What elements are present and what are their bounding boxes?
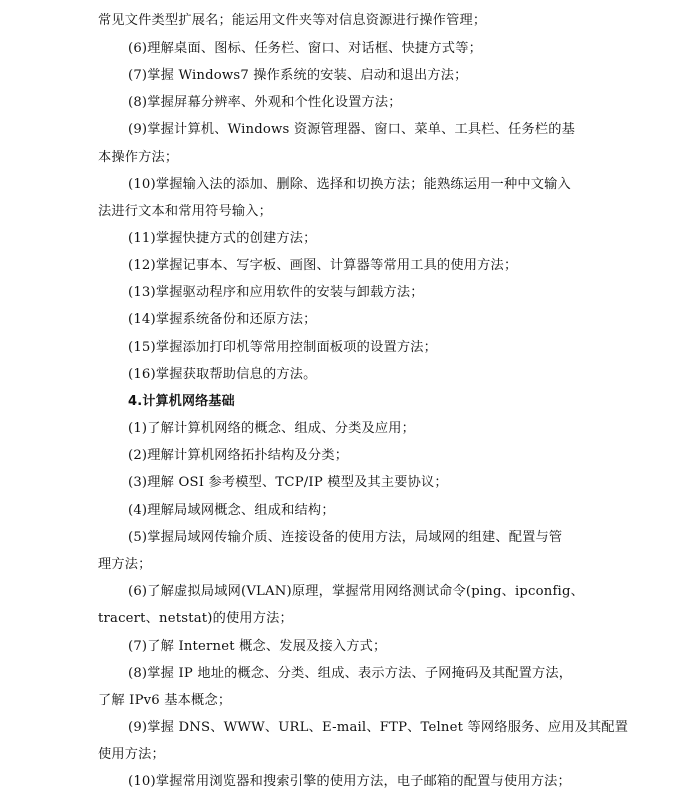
list-item-net-8: (8)掌握 IP 地址的概念、分类、组成、表示方法、子网掩码及其配置方法， (128, 666, 573, 681)
list-item-net-5: (5)掌握局域网传输介质、连接设备的使用方法，局域网的组建、配置与管 (128, 530, 563, 545)
list-item-os-12: (12)掌握记事本、写字板、画图、计算器等常用工具的使用方法； (128, 258, 518, 273)
list-item-os-9: (9)掌握计算机、Windows 资源管理器、窗口、菜单、工具栏、任务栏的基 (128, 122, 576, 137)
list-item-os-8: (8)掌握屏幕分辨率、外观和个性化设置方法； (128, 95, 402, 110)
list-item-net-10: (10)掌握常用浏览器和搜索引擎的使用方法，电子邮箱的配置与使用方法； (128, 774, 571, 789)
list-item-os-6: (6)理解桌面、图标、任务栏、窗口、对话框、快捷方式等； (128, 41, 482, 56)
list-item-net-6: (6)了解虚拟局域网(VLAN)原理，掌握常用网络测试命令(ping、ipconfig、 (128, 584, 584, 599)
list-item-net-6-cont: tracert、netstat)的使用方法； (98, 611, 293, 626)
list-item-os-15: (15)掌握添加打印机等常用控制面板项的设置方法； (128, 340, 438, 355)
list-item-net-8-cont: 了解 IPv6 基本概念； (98, 693, 232, 708)
list-item-os-10-cont: 法进行文本和常用符号输入； (98, 204, 273, 219)
list-item-net-1: (1)了解计算机网络的概念、组成、分类及应用； (128, 421, 416, 436)
list-item-net-9: (9)掌握 DNS、WWW、URL、E-mail、FTP、Telnet 等网络服务、应用及其配置 (128, 720, 629, 735)
list-item-os-9-cont: 本操作方法； (98, 150, 179, 165)
list-item-net-3: (3)理解 OSI 参考模型、TCP/IP 模型及其主要协议； (128, 475, 448, 490)
list-item-os-10: (10)掌握输入法的添加、删除、选择和切换方法；能熟练运用一种中文输入 (128, 177, 571, 192)
list-item-os-13: (13)掌握驱动程序和应用软件的安装与卸载方法； (128, 285, 424, 300)
list-item-os-7: (7)掌握 Windows7 操作系统的安装、启动和退出方法； (128, 68, 468, 83)
list-item-net-7: (7)了解 Internet 概念、发展及接入方式； (128, 639, 387, 654)
text-line-continuation: 常见文件类型扩展名；能运用文件夹等对信息资源进行操作管理； (98, 13, 487, 28)
list-item-os-16: (16)掌握获取帮助信息的方法。 (128, 367, 317, 382)
list-item-net-9-cont: 使用方法； (98, 747, 165, 762)
list-item-net-4: (4)理解局域网概念、组成和结构； (128, 503, 335, 518)
section-heading-network: 4.计算机网络基础 (128, 394, 235, 409)
list-item-os-11: (11)掌握快捷方式的创建方法； (128, 231, 317, 246)
list-item-net-2: (2)理解计算机网络拓扑结构及分类； (128, 448, 349, 463)
list-item-net-5-cont: 理方法； (98, 557, 152, 572)
list-item-os-14: (14)掌握系统备份和还原方法； (128, 312, 317, 327)
